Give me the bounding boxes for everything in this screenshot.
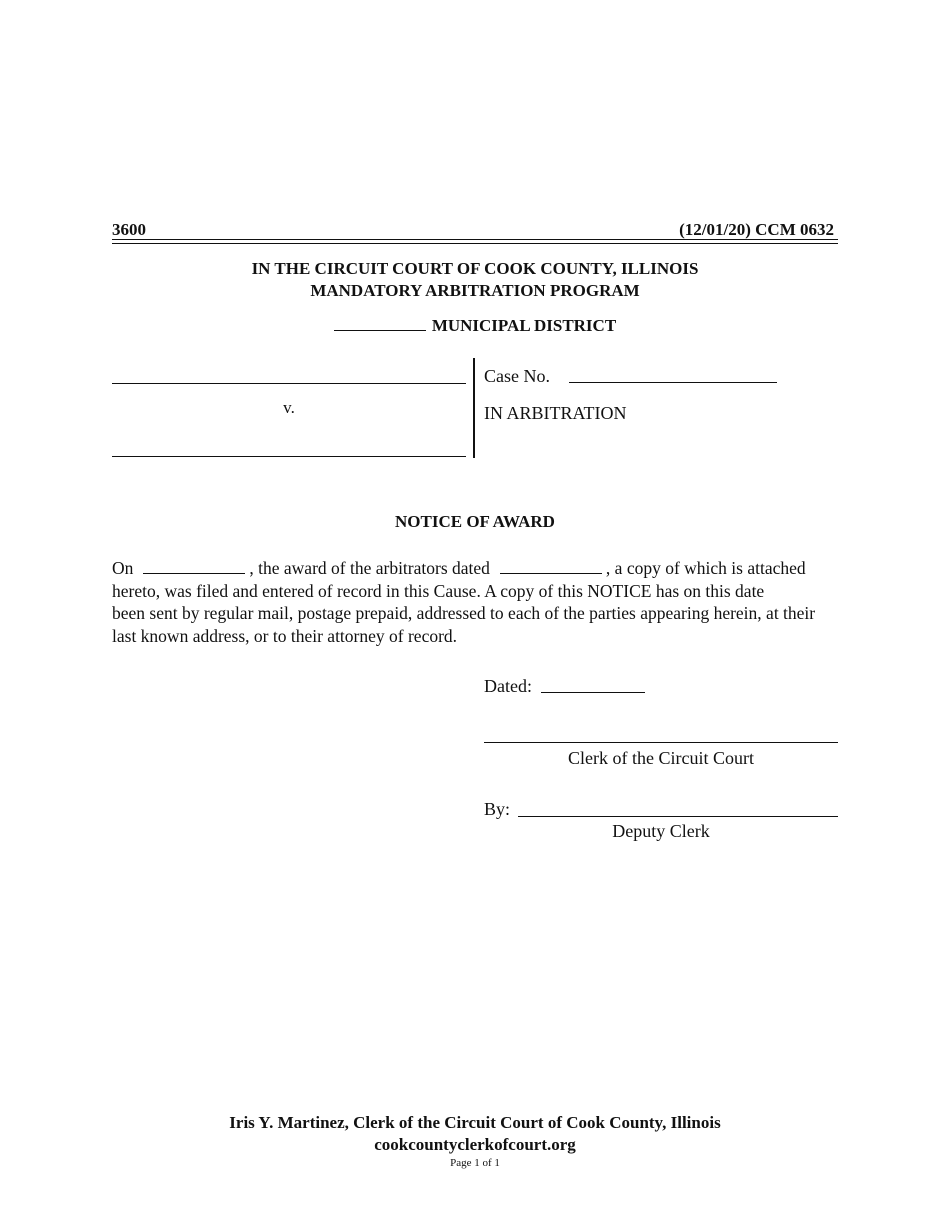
- by-label: By:: [484, 799, 511, 819]
- header-rule-top: [112, 239, 838, 240]
- header-rule-bottom: [112, 243, 838, 244]
- plaintiff-line[interactable]: [112, 383, 466, 384]
- district-label: MUNICIPAL DISTRICT: [431, 316, 617, 335]
- notice-body: [112, 557, 842, 648]
- case-number-label: Case No.: [484, 366, 550, 386]
- defendant-line[interactable]: [112, 456, 466, 457]
- dated-label: Dated:: [484, 676, 532, 696]
- clerk-signature-line[interactable]: [484, 742, 838, 743]
- notice-body-line-3: been sent by regular mail, postage prepaid, addressed to each of the parties appearing herein, at their: [112, 603, 816, 624]
- notice-body-line-4: last known address, or to their attorney of record.: [112, 626, 458, 647]
- clerk-label: Clerk of the Circuit Court: [568, 748, 754, 768]
- caption-divider: [473, 358, 475, 458]
- notice-attached-text: , a copy of which is attached: [605, 558, 806, 578]
- award-date-blank[interactable]: [500, 557, 602, 574]
- notice-body-line-2: hereto, was filed and entered of record in this Cause. A copy of this NOTICE has on this date: [112, 580, 765, 601]
- deputy-signature-line[interactable]: [518, 816, 838, 817]
- filed-date-blank[interactable]: [143, 557, 245, 574]
- in-arbitration-label: IN ARBITRATION: [484, 403, 627, 423]
- deputy-clerk-label: Deputy Clerk: [612, 821, 710, 841]
- notice-body-line-1: [112, 557, 842, 580]
- district-blank[interactable]: [334, 316, 426, 331]
- court-title-line-1: IN THE CIRCUIT COURT OF COOK COUNTY, ILLINOIS: [251, 259, 699, 278]
- page-number: Page 1 of 1: [450, 1157, 500, 1169]
- versus-label: v.: [283, 398, 295, 417]
- form-code: (12/01/20) CCM 0632: [679, 220, 834, 239]
- dated-line[interactable]: [541, 692, 645, 693]
- municipal-district: [0, 316, 950, 336]
- footer-website: cookcountyclerkofcourt.org: [374, 1135, 576, 1154]
- footer-clerk-name: Iris Y. Martinez, Clerk of the Circuit Court of Cook County, Illinois: [229, 1113, 721, 1132]
- notice-title: NOTICE OF AWARD: [395, 512, 555, 531]
- notice-on-text: On: [112, 558, 134, 578]
- notice-award-text: , the award of the arbitrators dated: [249, 558, 490, 578]
- form-number: 3600: [112, 220, 146, 239]
- court-title: [0, 258, 950, 302]
- case-number-line[interactable]: [569, 382, 777, 383]
- court-title-line-2: MANDATORY ARBITRATION PROGRAM: [310, 281, 640, 300]
